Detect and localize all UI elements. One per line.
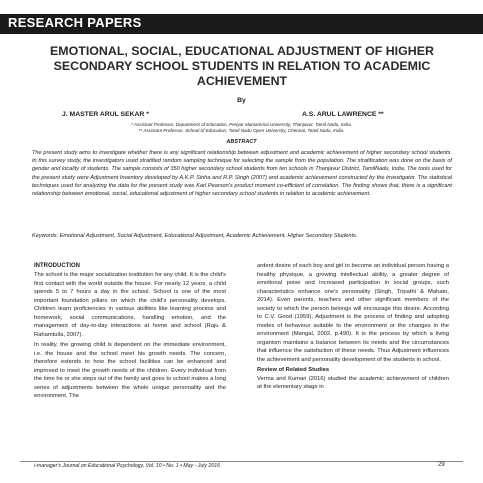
author-2: A.S. ARUL LAWRENCE ** [302,111,384,118]
keywords: Keywords: Emotional Adjustment, Social Adjustment, Educational Adjustment, Academic Achievement, Higher Secondary Students. [32,233,358,239]
section-header-bar [0,14,483,34]
affiliation-1: * Assistant Professor, Department of Education, Periyar Maniammai University, Thanjavur, Tamil Nadu, India. [131,122,352,127]
affiliation-2: ** Assistant Professor, School of Education, Tamil Nadu Open University, Chennai, Tamil Nadu, India. [138,128,345,133]
introduction-heading: INTRODUCTION [34,263,80,269]
abstract-text: The present study aims to investigate whether there is any significant relationship between adjustment and academic achievement of higher secondary school students. In this survey study, the investigators used stratified random sampling technique for selecting the sample from the population. The stratification was done on the basis of gender and locality of students. The sample consists of 350 higher secondary school students from ten schools in Thanjavur District, TamilNadu, India. The tools used for the present study were Adjustment Inventory developed by A.K.P. Sinha and R.P. Singh (2007) and academic achievement constructed by the investigator. The statistical techniques used for analyzing the data for the present study was Karl Pearson's product moment co-efficient of correlation. The finding shows that, there is a significant relationship between emotional, social, educational adjustment of higher secondary school students in relation to academic achievement. [32,150,452,198]
review-heading: Review of Related Studies [257,367,330,374]
paper-title: EMOTIONAL, SOCIAL, EDUCATIONAL ADJUSTMENT OF HIGHER SECONDARY SCHOOL STUDENTS IN RELATION TO ACADEMIC ACHIEVEMENT [50,44,434,88]
by-line: By [237,97,246,104]
paragraph: Verma and Kumari (2016) studied the academic achievement of children at the elementary stage in [257,375,449,391]
right-column [257,262,449,393]
footer-divider [20,461,463,462]
author-1: J. MASTER ARUL SEKAR * [62,111,149,118]
paragraph: ardent desire of each boy and girl to become an individual person having a healthy physique, a growing intellectual ability, a greater degree of emotional poise and increased participation in social groups, such characteristics enhance one's personality (Singh, Tripathi & Mahato, 2014). Even parents, teachers and other significant members of the society to which the person belongs will encourage this desire. According to C.V. Good (1959), Adjustment is the process of finding and adopting modes of behaviour suitable to the environment or the changes in the environment (Mangal, 2002, p.490). It is the process by which a living organism maintains a balance between its needs and the circumstances that influence the satisfaction of these needs. Thus Adjustment influences the achievement and personality development of the students in school. [257,263,449,364]
abstract-heading: ABSTRACT [226,139,257,145]
paragraph: The school is the major socialization institution for any child. It is the child's first contact with the world outside the house. For nearly 12 years, a child spends 5 to 7 hours a day in the school. School is one of the most important foundation pillars on which the child's personality develops. Children learn proficiencies in various abilities like learning process and homework, social communications, handling emotion, and the management of day-to-day interactions at home and school (Raju & Rahamtulla, 2007). [34,272,226,338]
section-label: RESEARCH PAPERS [8,15,142,30]
page-number: 29 [438,462,445,468]
left-column [34,262,226,402]
paragraph: In reality, the growing child is dependent on the immediate environment, i.e. the house and the school meet his growth needs. The concern, therefore extends to how the school facilities can be enhanced and improved to meet the growth needs of the children. Every individual from the time he or she steps out of the family and goes to school makes a long series of adjustments between the whole unique personality and the environment. The [34,342,226,400]
footer-journal: i-manager's Journal on Educational Psychology, Vol. 10 • No. 1 • May - July 2016 [34,463,220,469]
